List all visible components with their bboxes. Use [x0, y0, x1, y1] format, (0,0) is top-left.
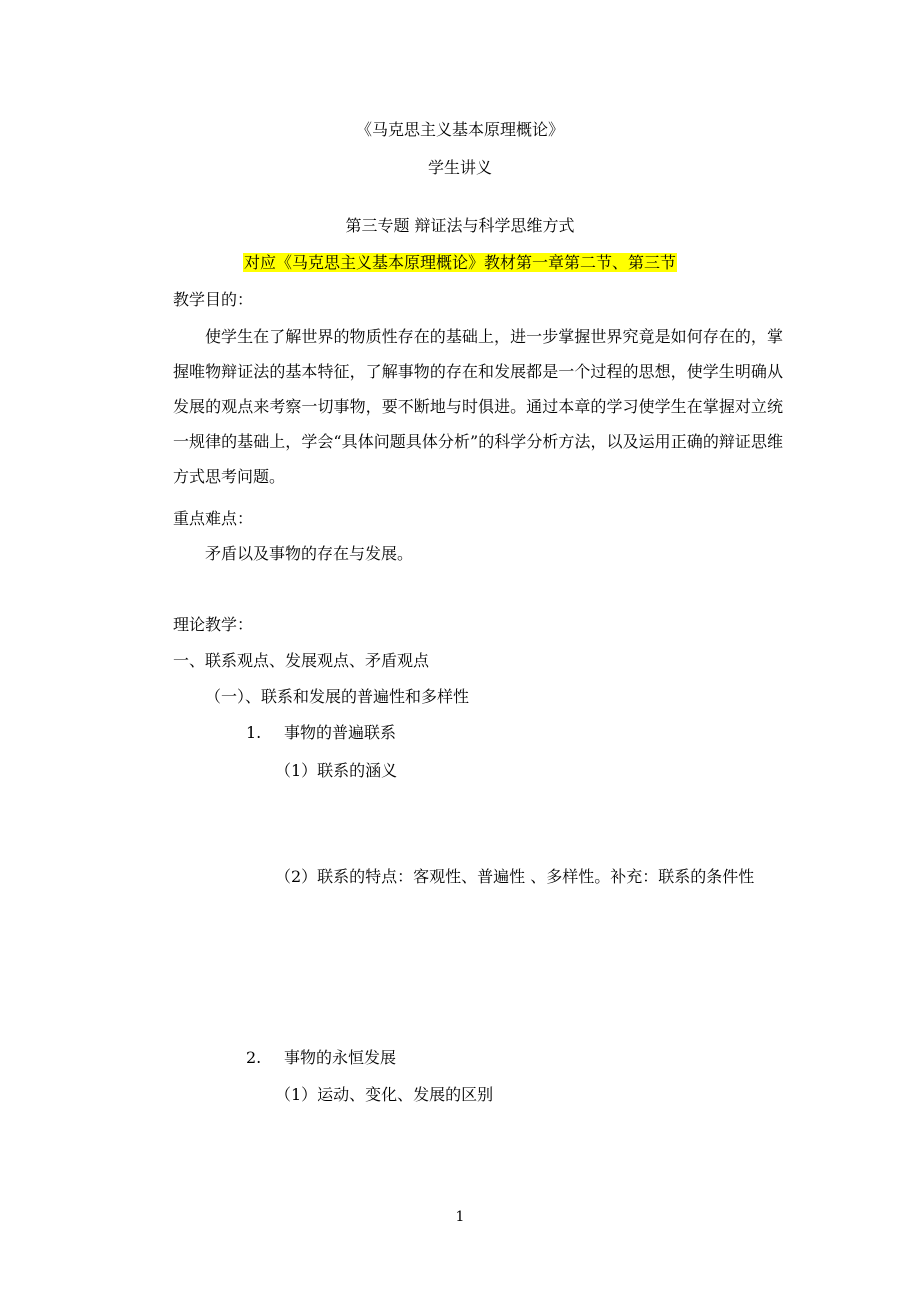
- document-subtitle: 学生讲义: [427, 158, 492, 177]
- correspondence-line: [0, 252, 920, 274]
- list-item-1-number: 1.: [246, 723, 262, 742]
- key-points-text: 矛盾以及事物的存在与发展。: [205, 544, 414, 563]
- objectives-heading: 教学目的：: [173, 290, 254, 309]
- list-item-1: [246, 722, 396, 744]
- list-item-2-number: 2.: [246, 1048, 262, 1067]
- list-item-1-text: 事物的普遍联系: [284, 723, 397, 742]
- correspondence-highlight: 对应《马克思主义基本原理概论》教材第一章第二节、第三节: [243, 253, 676, 272]
- list-item-2-text: 事物的永恒发展: [284, 1048, 397, 1067]
- sub-item-1-1: （1）联系的涵义: [275, 761, 398, 780]
- topic-title: 第三专题 辩证法与科学思维方式: [345, 216, 575, 235]
- page-number: 1: [455, 1209, 465, 1225]
- key-points-heading: 重点难点：: [173, 509, 254, 528]
- theory-heading: 理论教学：: [173, 615, 254, 634]
- sub-item-2-1: （1）运动、变化、发展的区别: [275, 1085, 494, 1104]
- objectives-paragraph: 使学生在了解世界的物质性存在的基础上，进一步掌握世界究竟是如何存在的，掌握唯物辩证法的基本特征，了解事物的存在和发展都是一个过程的思想，使学生明确从发展的观点来考察一切事物，要不断地与时俱进。通过本章的学习使学生在掌握对立统一规律的基础上，学会“具体问题具体分析”的科学分析方法，以及运用正确的辩证思维方式思考问题。: [173, 327, 783, 486]
- subsection-heading-1: （一）、联系和发展的普遍性和多样性: [205, 687, 470, 706]
- book-title: 《马克思主义基本原理概论》: [355, 120, 564, 139]
- sub-item-1-2: （2）联系的特点：客观性、普遍性 、多样性。补充：联系的条件性: [275, 867, 755, 886]
- list-item-2: [246, 1047, 396, 1069]
- section-heading-1: 一、联系观点、发展观点、矛盾观点: [173, 651, 430, 670]
